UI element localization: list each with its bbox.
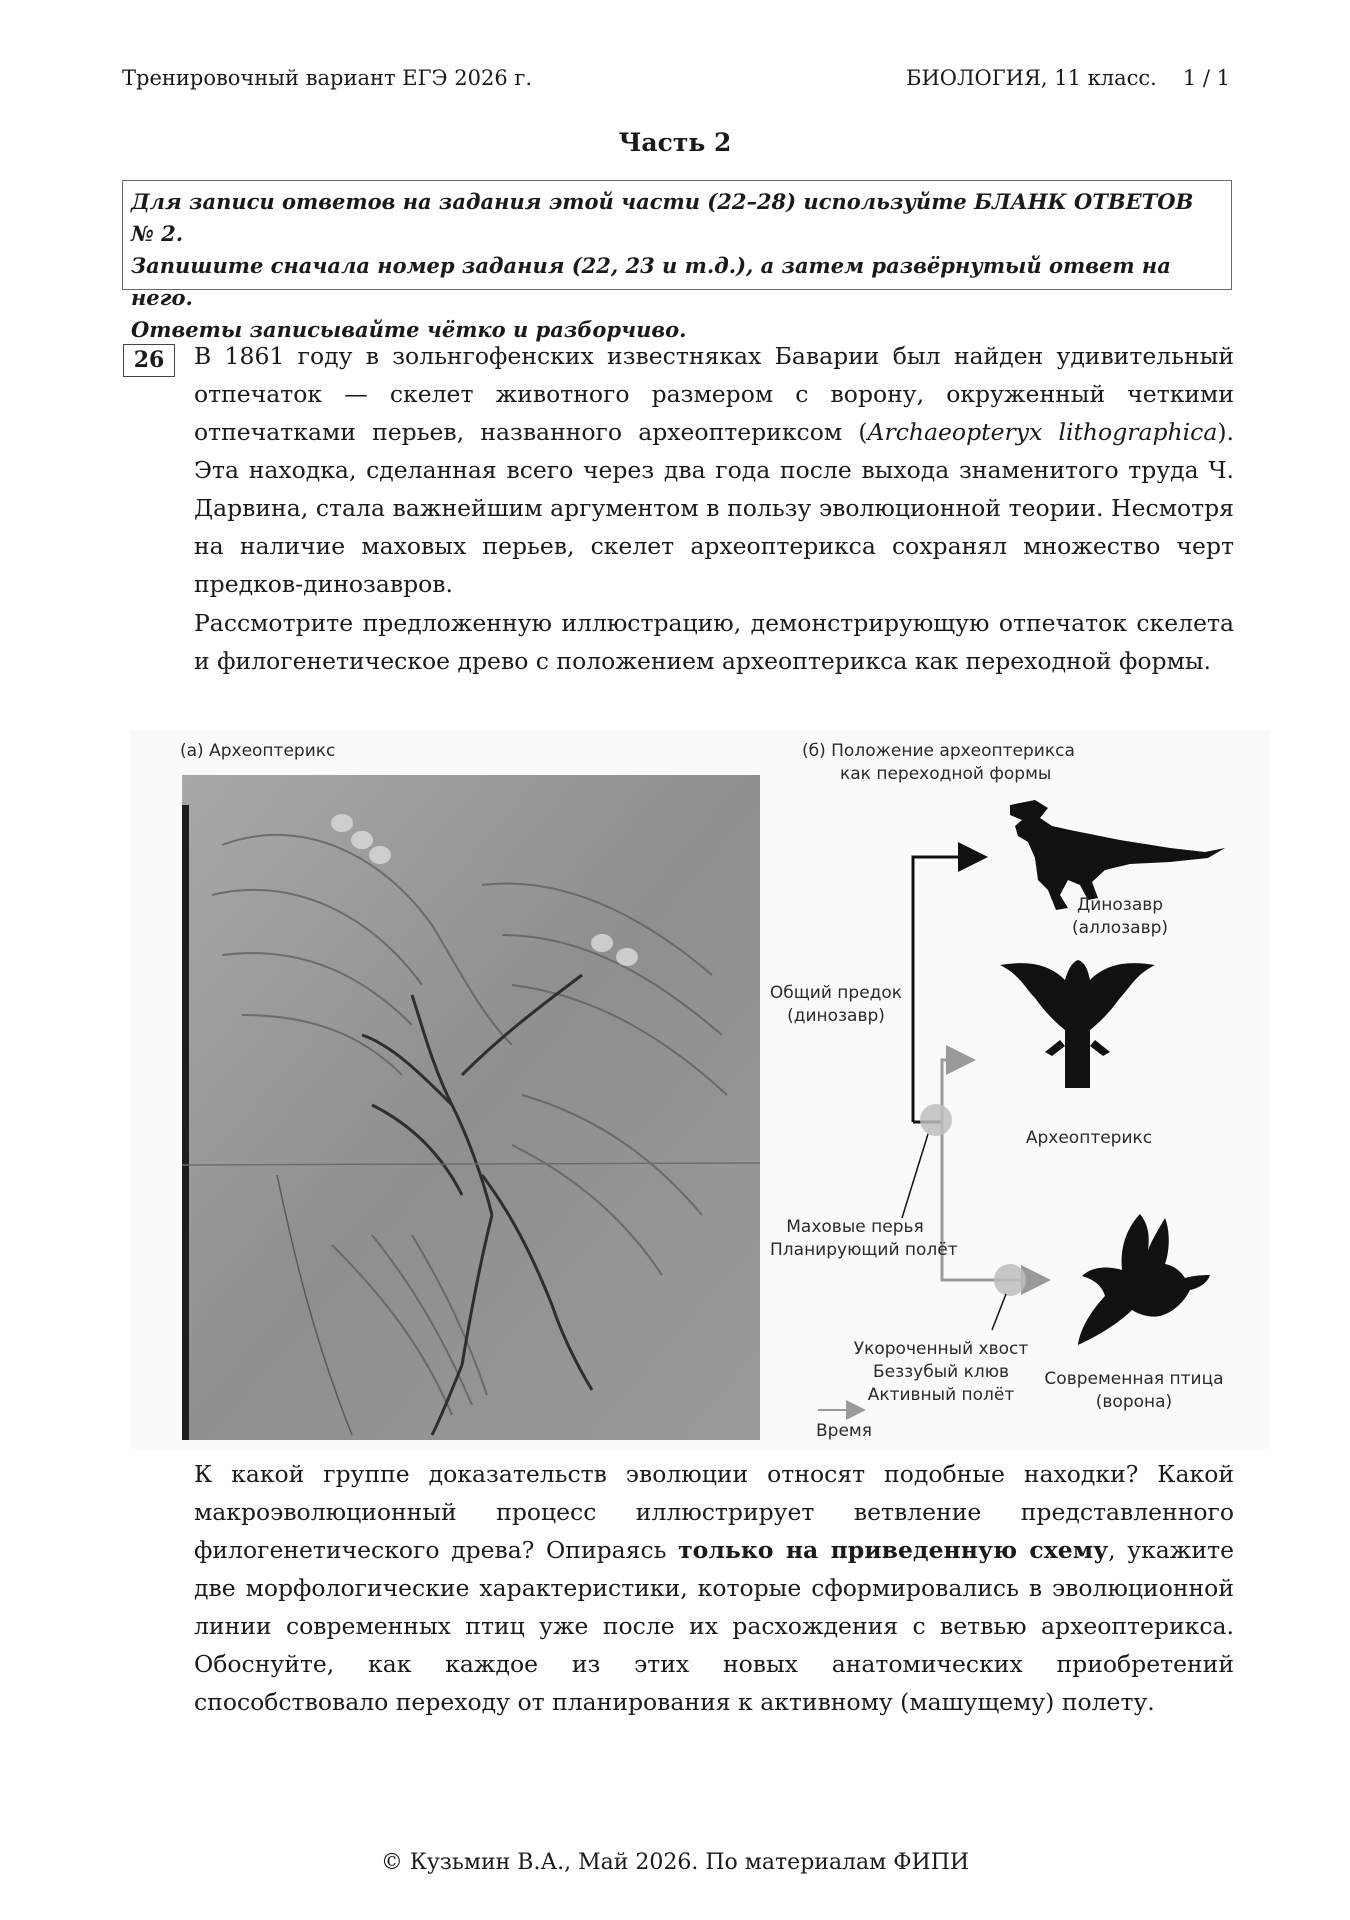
page-number: 1 / 1 [1182, 66, 1230, 90]
modern-traits-line-3: Активный полёт [867, 1385, 1015, 1405]
instruction-line-2: Запишите сначала номер задания (22, 23 и т.д.), а затем развёрнутый ответ на него. [131, 253, 1171, 310]
crow-silhouette-icon [1078, 1214, 1210, 1345]
intro-text-before: В 1861 году в зольнгофенских известняках Баварии был найден удивительный отпечаток — скелет животного размером с ворону, окруженный четкими отпечатками перьев, названного археоптериксом ( [194, 342, 1234, 446]
instruction-line-3: Ответы записывайте чётко и разборчиво. [131, 317, 687, 342]
instruction-line-1: Для записи ответов на задания этой части (22–28) используйте БЛАНК ОТВЕТОВ № 2. [131, 189, 1194, 246]
feathers-label-line-2: Планирующий полёт [770, 1240, 958, 1260]
time-axis-label: Время [816, 1421, 872, 1441]
ancestor-label-line-2: (динозавр) [787, 1006, 885, 1026]
panel-a-label: (а) Археоптерикс [180, 741, 336, 761]
intro-text-after: ). Эта находка, сделанная всего через два года после выхода знаменитого труда Ч. Дарвина, стала важнейшим аргументом в пользу эволюционной теории. Несмотря на наличие маховых перьев, скелет археоптерикса сохранял множество черт предков-динозавров. [194, 418, 1234, 598]
archaeopteryx-label: Археоптерикс [1025, 1128, 1153, 1148]
task-question-paragraph [194, 1455, 1234, 1721]
exam-variant-title: Тренировочный вариант ЕГЭ 2026 г. [122, 66, 533, 90]
modern-traits-label [846, 1338, 1036, 1407]
subject-and-page [906, 66, 1230, 90]
question-text-before: К какой группе доказательств эволюции относят подобные находки? Какой макроэволюционный процесс иллюстрирует ветвление представленного филогенетического древа? Опираясь [194, 1460, 1234, 1564]
ancestor-label-line-1: Общий предок [769, 983, 903, 1003]
instruction-box [122, 180, 1232, 342]
panel-b-label-line-2: как переходной формы [840, 764, 1052, 784]
modern-bird-line-2: (ворона) [1095, 1392, 1173, 1412]
subject-label: БИОЛОГИЯ, 11 класс. [906, 66, 1157, 90]
task-number: 26 [123, 344, 175, 377]
question-emphasis: только на приведенную схему [678, 1536, 1109, 1564]
feathers-label-line-1: Маховые перья [786, 1217, 924, 1237]
modern-bird-label [1044, 1368, 1224, 1414]
archaeopteryx-silhouette-icon [1000, 960, 1155, 1088]
task-intro-paragraph [194, 337, 1234, 603]
page-footer: © Кузьмин В.А., Май 2026. По материалам ФИПИ [380, 1850, 970, 1875]
dinosaur-label-line-1: Динозавр [1076, 895, 1164, 915]
dinosaur-label [1040, 894, 1200, 940]
modern-traits-line-2: Беззубый клюв [872, 1362, 1010, 1382]
latin-species-name: Archaeopteryx lithographica [867, 418, 1218, 446]
question-text-after: , укажите две морфологические характеристики, которые сформировались в эволюционной линии современных птиц уже после их расхождения с ветвью археоптерикса. Обоснуйте, как каждое из этих новых анатомических приобретений способствовало переходу от планирования к активному (машущему) полету. [194, 1536, 1234, 1716]
node-marker-feathers [920, 1104, 952, 1136]
dinosaur-label-line-2: (аллозавр) [1071, 918, 1169, 938]
pointer-line-feathers [902, 1134, 928, 1218]
pointer-line-modern-traits [992, 1294, 1006, 1330]
task-illustration-paragraph: Рассмотрите предложенную иллюстрацию, демонстрирующую отпечаток скелета и филогенетическое древо с положением археоптерикса как переходной формы. [194, 609, 1234, 675]
modern-bird-line-1: Современная птица [1044, 1369, 1224, 1389]
part-title: Часть 2 [618, 128, 732, 157]
modern-traits-line-1: Укороченный хвост [853, 1339, 1029, 1359]
panel-b-label-line-1: (б) Положение археоптерикса [802, 741, 1075, 761]
node-marker-modern-traits [994, 1264, 1026, 1296]
figure [130, 730, 1270, 1450]
page-header [122, 66, 1230, 96]
phylogenetic-tree [130, 730, 1270, 1450]
common-ancestor-label [766, 982, 906, 1028]
feathers-label [770, 1216, 958, 1262]
